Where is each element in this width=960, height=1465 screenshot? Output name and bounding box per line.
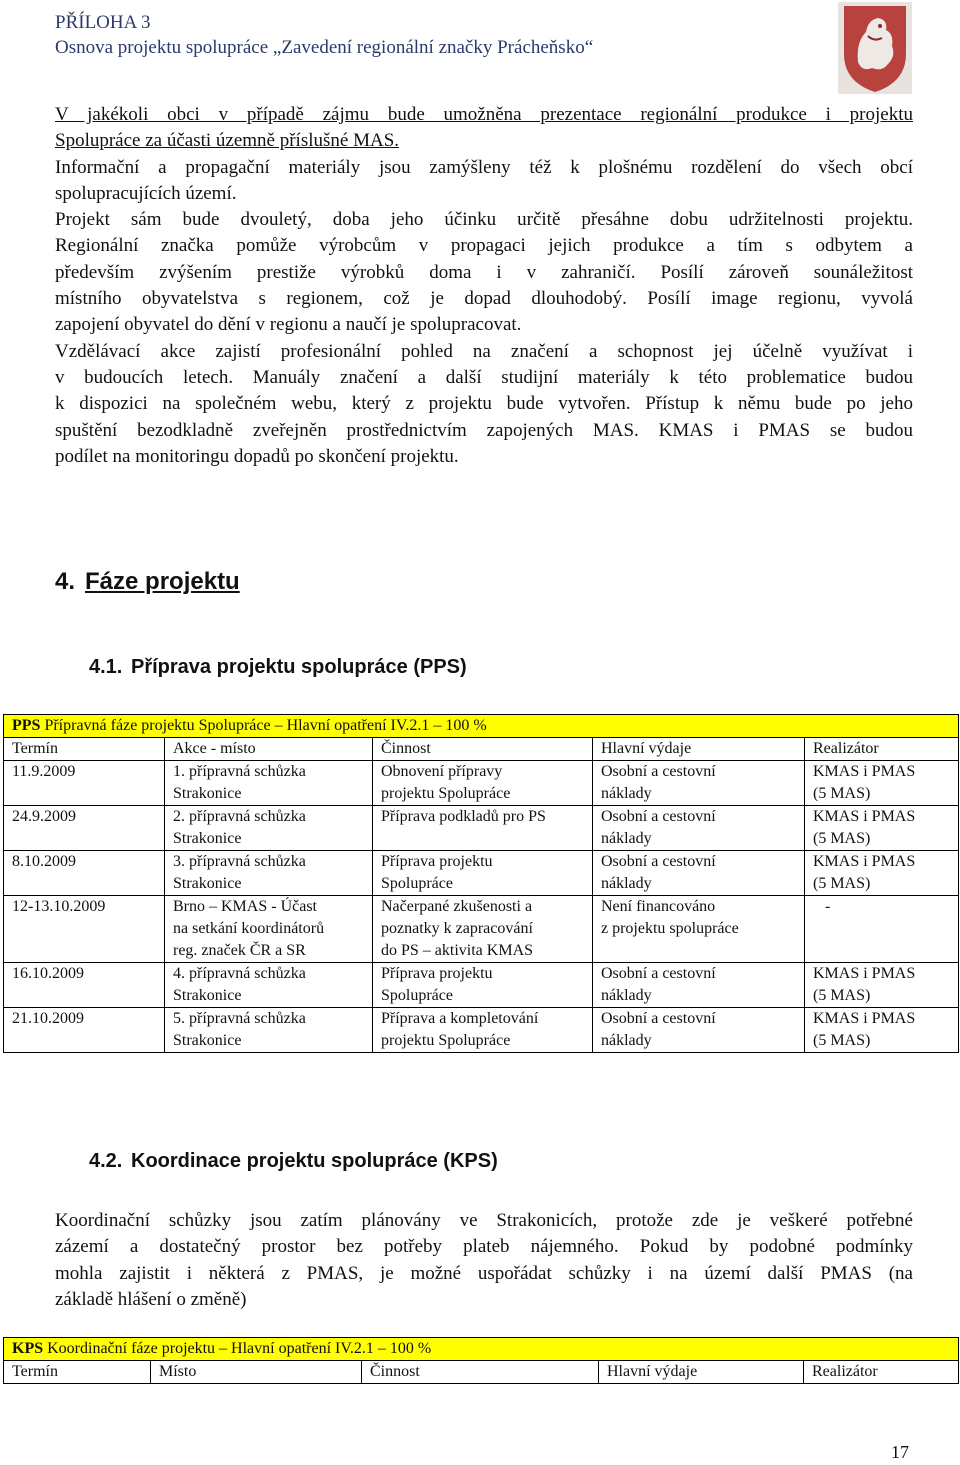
cell-line: projektu Spolupráce [381,785,511,802]
cell-termin: 11.9.2009 [4,761,165,806]
caption-code: PPS [12,717,41,734]
column-header: Termín [4,1361,151,1384]
cell-akce [165,851,373,896]
cell-line: 2. přípravná schůzka [173,808,306,825]
cell-line: Brno – KMAS - Účast [173,898,317,915]
intro-line: zapojení obyvatel do dění v regionu a naučí je spolupracovat. [55,314,522,336]
cell-akce [165,963,373,1008]
section-title: Příprava projektu spolupráce (PPS) [131,656,467,678]
cell-line: Příprava podkladů pro PS [381,808,546,825]
cell-line: do PS – aktivita KMAS [381,942,534,959]
section-heading-4-1 [89,656,467,679]
cell-line: Není financováno [601,898,716,915]
column-header: Činnost [373,738,593,761]
cell-line: projektu Spolupráce [381,1032,511,1049]
intro-line: Informační a propagační materiály jsou zamýšleny též k plošnému rozdělení do všech obcí [55,156,913,178]
cell-line: na setkání koordinátorů [173,920,325,937]
cell-line: KMAS i PMAS [813,853,916,870]
intro-line: Projekt sám bude dvouletý, doba jeho účinku určitě přesáhne dobu udržitelnosti projektu. [55,209,913,231]
page-header [55,10,593,60]
cell-line: (5 MAS) [813,830,871,847]
header-annex-label: PŘÍLOHA 3 [55,12,151,33]
intro-line: místního obyvatelstva s regionem, což je dopad dlouhodobý. Posílí image regionu, vyvolá [55,288,913,310]
kps-line: základě hlášení o změně) [55,1288,247,1310]
cell-line: reg. značek ČR a SR [173,942,306,959]
cell-line: KMAS i PMAS [813,763,916,780]
cell-line: 1. přípravná schůzka [173,763,306,780]
cell-akce [165,761,373,806]
cell-line: Osobní a cestovní [601,763,716,780]
cell-line: KMAS i PMAS [813,1010,916,1027]
cell-line: (5 MAS) [813,875,871,892]
cell-line: Obnovení přípravy [381,763,503,780]
intro-line: podílet na monitoringu dopadů po skončení projektu. [55,445,459,467]
table-row [4,896,959,963]
cell-vydaje [593,1008,805,1053]
column-header: Akce - místo [165,738,373,761]
cell-akce [165,1008,373,1053]
cell-line: z projektu spolupráce [601,920,739,937]
column-header: Realizátor [804,1361,959,1384]
intro-line: Regionální značka pomůže výrobcům v propagaci jejich produkce a tím s odbytem a [55,235,913,257]
intro-paragraph [55,102,913,470]
cell-line: Spolupráce [381,875,453,892]
section-number: 4. [55,568,76,595]
pps-table-caption [4,715,959,738]
cell-vydaje [593,806,805,851]
table-row [4,963,959,1008]
column-header: Místo [151,1361,362,1384]
table-header-row [4,1361,959,1384]
cell-line: KMAS i PMAS [813,808,916,825]
cell-line: náklady [601,830,652,847]
cell-line: Strakonice [173,875,242,892]
cell-line: poznatky k zapracování [381,920,533,937]
cell-line: Strakonice [173,785,242,802]
cell-line: Příprava a kompletování [381,1010,539,1027]
cell-line: Načerpané zkušenosti a [381,898,533,915]
cell-line: náklady [601,1032,652,1049]
section-title: Fáze projektu [85,568,240,595]
cell-cinnost [373,761,593,806]
cell-line: Příprava projektu [381,965,493,982]
intro-line: především zvýšením prestiže výrobků doma i v zahraničí. Posílí zároveň sounáležitost [55,261,913,283]
cell-line: Osobní a cestovní [601,965,716,982]
cell-line: náklady [601,875,652,892]
kps-line: Koordinační schůzky jsou zatím plánovány ve Strakonicích, protože zde je veškeré potřebné [55,1210,913,1231]
column-header: Realizátor [805,738,959,761]
cell-line: KMAS i PMAS [813,965,916,982]
intro-line: spolupracujících území. [55,182,237,204]
table-header-row [4,738,959,761]
cell-cinnost [373,963,593,1008]
cell-line: náklady [601,785,652,802]
cell-line: Osobní a cestovní [601,1010,716,1027]
region-emblem-logo [838,2,912,94]
cell-termin: 21.10.2009 [4,1008,165,1053]
table-row [4,761,959,806]
cell-termin: 8.10.2009 [4,851,165,896]
table-row [4,806,959,851]
cell-realizator [805,963,959,1008]
cell-line: (5 MAS) [813,785,871,802]
cell-realizator [805,851,959,896]
intro-line: spuštění bezodkladně zveřejněn prostřednictvím zapojených MAS. KMAS i PMAS se budou [55,419,913,441]
caption-code: KPS [12,1340,44,1357]
cell-akce [165,896,373,963]
kps-line: mohla zajistit i některá z PMAS, je možné uspořádat schůzky i na území další PMAS (na [55,1262,913,1284]
intro-line: Spolupráce za účasti územně příslušné MAS. [55,130,400,152]
cell-line: Příprava projektu [381,853,493,870]
header-project-title: Osnova projektu spolupráce „Zavedení regionální značky Prácheňsko“ [55,37,594,58]
kps-paragraph [55,1208,913,1313]
cell-line: Osobní a cestovní [601,808,716,825]
kps-table [3,1337,959,1384]
column-header: Hlavní výdaje [593,738,805,761]
cell-vydaje [593,851,805,896]
cell-cinnost [373,896,593,963]
cell-realizator [805,761,959,806]
section-heading-4 [55,568,240,596]
cell-line: 3. přípravná schůzka [173,853,306,870]
table-row [4,1008,959,1053]
cell-line: (5 MAS) [813,1032,871,1049]
cell-termin: 12-13.10.2009 [4,896,165,963]
cell-realizator [805,806,959,851]
cell-cinnost [373,851,593,896]
pps-table [3,714,959,1053]
cell-termin: 16.10.2009 [4,963,165,1008]
cell-line: 4. přípravná schůzka [173,965,306,982]
cell-vydaje [593,963,805,1008]
cell-termin: 24.9.2009 [4,806,165,851]
intro-line: V jakékoli obci v případě zájmu bude umožněna prezentace regionální produkce i projektu [55,104,913,125]
column-header: Činnost [362,1361,599,1384]
section-title: Koordinace projektu spolupráce (KPS) [131,1150,498,1172]
section-number: 4.2. [89,1150,123,1172]
intro-line: Vzdělávací akce zajistí profesionální pohled na značení a schopnost jej účelně využívat i [55,340,913,362]
cell-line: Strakonice [173,987,242,1004]
caption-text: Přípravná fáze projektu Spolupráce – Hlavní opatření IV.2.1 – 100 % [44,717,487,734]
cell-vydaje [593,761,805,806]
table-row [4,851,959,896]
kps-table-caption [4,1338,959,1361]
cell-line: Osobní a cestovní [601,853,716,870]
cell-line: (5 MAS) [813,987,871,1004]
intro-line: v budoucích letech. Manuály značení a další studijní materiály k této problematice budou [55,366,913,388]
column-header: Hlavní výdaje [599,1361,804,1384]
cell-line: 5. přípravná schůzka [173,1010,306,1027]
section-number: 4.1. [89,656,123,678]
cell-realizator [805,1008,959,1053]
cell-cinnost [373,1008,593,1053]
caption-text: Koordinační fáze projektu – Hlavní opatření IV.2.1 – 100 % [47,1340,432,1357]
cell-line: Strakonice [173,830,242,847]
cell-line: Strakonice [173,1032,242,1049]
cell-akce [165,806,373,851]
intro-line: k dispozici na společném webu, který z projektu bude vytvořen. Přístup k němu bude po jeho [55,393,913,415]
page-number: 17 [891,1442,909,1462]
cell-line: náklady [601,987,652,1004]
cell-realizator [805,896,959,963]
cell-line: - [813,898,831,915]
column-header: Termín [4,738,165,761]
cell-vydaje [593,896,805,963]
cell-line: Spolupráce [381,987,453,1004]
kps-line: zázemí a dostatečný prostor bez potřeby plateb nájemného. Pokud by podobné podmínky [55,1236,913,1258]
section-heading-4-2 [89,1150,498,1173]
cell-cinnost [373,806,593,851]
